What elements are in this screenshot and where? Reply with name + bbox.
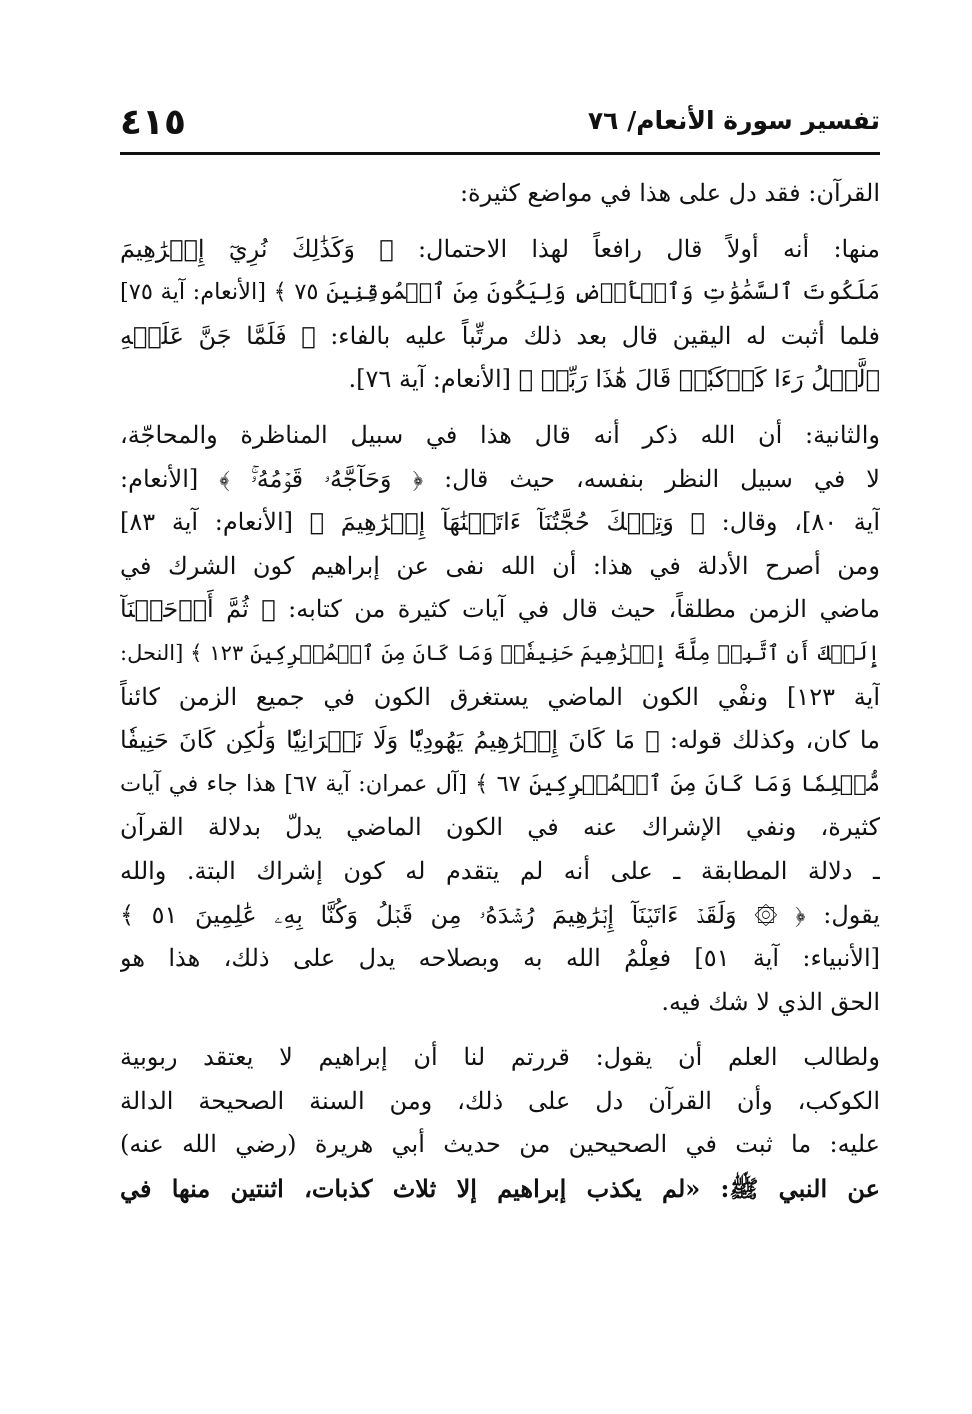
text-line: يقول: ﴿ ۞ وَلَقَدۡ ءَاتَيۡنَآ إِبۡرَٰهِيمَ رُشۡدَهُۥ مِن قَبۡلُ وَكُنَّا بِهِۦ عَٰلِمِينَ ٥١ ﴾ xyxy=(120,900,880,929)
text-line: ومن أصرح الأدلة في هذا: أن الله نفى عن إبراهيم كون الشرك في xyxy=(120,551,880,580)
text-line: كثيرة، ونفي الإشراك عنه في الكون الماضي يدلّ بدلالة القرآن xyxy=(120,813,880,842)
text-line: ماضي الزمن مطلقاً، حيث قال في آيات كثيرة من كتابه: ﴿ ثُمَّ أَوۡحَيۡنَآ xyxy=(120,595,880,624)
text-line: ٱلَّيۡلُ رَءَا كَوۡكَبٗاۖ قَالَ هَٰذَا رَبِّيۖ ﴾ [الأنعام: آية ٧٦]. xyxy=(348,365,880,394)
text-line: [الأنبياء: آية ٥١] فعِلْمُ الله به وبصلاحه يدل على ذلك، هذا هو xyxy=(120,944,880,973)
text-line: القرآن: فقد دل على هذا في مواضع كثيرة: xyxy=(459,179,880,207)
text-line: آية ٨٠]، وقال: ﴿ وَتِلۡكَ حُجَّتُنَآ ءَاتَيۡنَٰهَآ إِبۡرَٰهِيمَ ﴾ [الأنعام: آية ٨٣] xyxy=(120,508,880,537)
text-line: ـ دلالة المطابقة ـ على أنه لم يتقدم له كون إشراك البتة. والله xyxy=(120,856,880,885)
text-line: والثانية: أن الله ذكر أنه قال هذا في سبيل المناظرة والمحاجّة، xyxy=(120,420,880,449)
paragraph-gap xyxy=(120,216,880,228)
text-line: الكوكب، وأن القرآن دل على ذلك، ومن السنة الصحيحة الدالة xyxy=(120,1086,880,1115)
text-line: عن النبي ﷺ: «لم يكذب إبراهيم إلا ثلاث كذبات، اثنتين منها في xyxy=(120,1174,880,1204)
text-line: لا في سبيل النظر بنفسه، حيث قال: ﴿ وَحَآجَّهُۥ قَوۡمُهُۥۚ ﴾ [الأنعام: xyxy=(120,464,880,493)
text-line: ولطالب العلم أن يقول: قررتم لنا أن إبراهيم لا يعتقد ربوبية xyxy=(120,1043,880,1072)
paragraph-gap xyxy=(120,402,880,414)
paragraph-1 xyxy=(120,172,880,216)
paragraph-2 xyxy=(120,228,880,402)
running-title: تفسير سورة الأنعام/ ٧٦ xyxy=(587,106,880,135)
text-line: مَلَكُوتَ ٱلسَّمَٰوَٰتِ وَٱلۡأَرۡضِ وَلِيَكُونَ مِنَ ٱلۡمُوقِنِينَ ٧٥ ﴾ [الأنعام: آية ٧٥] xyxy=(120,279,880,306)
text-line: مُّسۡلِمٗا وَمَا كَانَ مِنَ ٱلۡمُشۡرِكِينَ ٦٧ ﴾ [آل عمران: آية ٦٧] هذا جاء في آيات xyxy=(120,770,880,797)
text-line: آية ١٢٣] ونفْي الكون الماضي يستغرق الكون في جميع الزمن كائناً xyxy=(120,682,880,711)
paragraph-gap xyxy=(120,1024,880,1036)
text-line: عليه: ما ثبت في الصحيحين من حديث أبي هريرة (رضي الله عنه) xyxy=(120,1130,880,1159)
page-header xyxy=(120,96,880,155)
page-number: ٤١٥ xyxy=(120,102,186,143)
body-text xyxy=(120,172,880,1211)
paragraph-3 xyxy=(120,414,880,1024)
paragraph-4 xyxy=(120,1036,880,1210)
text-line: منها: أنه أولاً قال رافعاً لهذا الاحتمال: ﴿ وَكَذَٰلِكَ نُرِيٓ إِبۡرَٰهِيمَ xyxy=(120,234,880,263)
text-line: فلما أثبت له اليقين قال بعد ذلك مرتِّباً عليه بالفاء: ﴿ فَلَمَّا جَنَّ عَلَيۡهِ xyxy=(120,321,880,350)
text-line: الحق الذي لا شك فيه. xyxy=(661,987,880,1016)
text-line: ما كان، وكذلك قوله: ﴿ مَا كَانَ إِبۡرَٰهِيمُ يَهُودِيّٗا وَلَا نَصۡرَانِيّٗا وَلَٰكِن كَانَ حَنِيفٗا xyxy=(120,726,880,755)
text-line: إِلَيۡكَ أَنِ ٱتَّبِعۡ مِلَّةَ إِبۡرَٰهِيمَ حَنِيفٗاۖ وَمَا كَانَ مِنَ ٱلۡمُشۡرِكِينَ ١٢٣ ﴾ [النحل: xyxy=(120,640,880,665)
